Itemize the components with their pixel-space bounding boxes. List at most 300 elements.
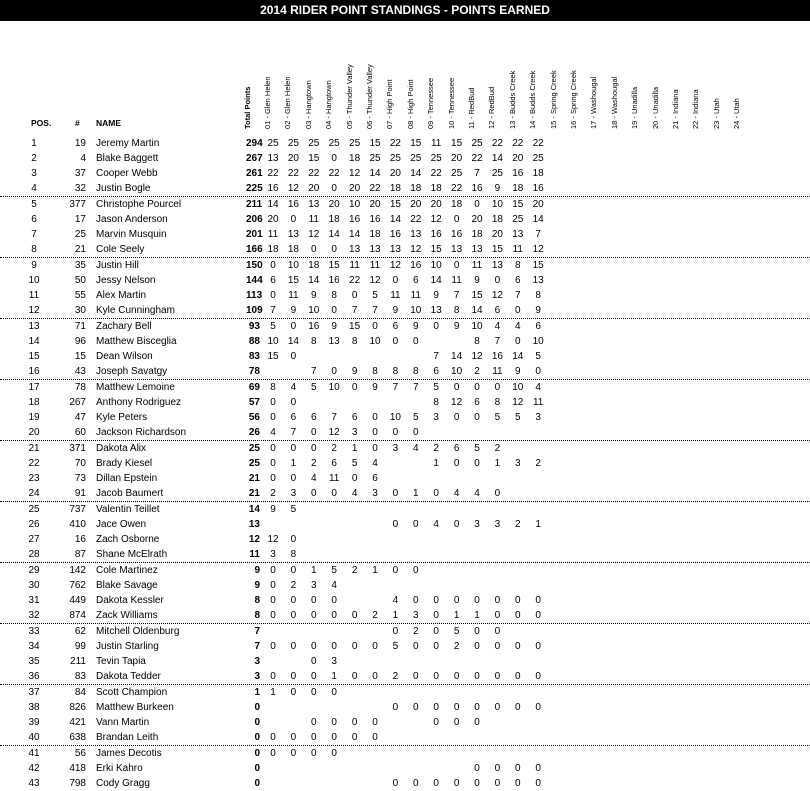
round-column-header: 22 - Indiana — [691, 89, 701, 129]
round-points: 25 — [532, 153, 544, 164]
rider-name: Jessy Nelson — [96, 275, 156, 286]
round-points: 13 — [308, 199, 320, 210]
rider-number: 71 — [74, 321, 86, 332]
round-points: 14 — [369, 168, 381, 179]
rider-position: 1 — [31, 138, 37, 149]
rider-position: 6 — [31, 214, 37, 225]
rider-total-points: 88 — [248, 336, 260, 347]
round-points: 16 — [328, 275, 340, 286]
rider-total-points: 26 — [248, 427, 260, 438]
table-row — [0, 212, 810, 227]
round-points: 3 — [433, 412, 439, 423]
round-points: 6 — [535, 321, 541, 332]
round-points: 7 — [392, 382, 399, 393]
rider-name: Tevin Tapia — [96, 656, 146, 667]
round-points: 0 — [372, 641, 378, 652]
table-row — [0, 380, 810, 395]
round-points: 9 — [392, 305, 399, 316]
round-column-header: 04 - Hangtown — [324, 80, 334, 129]
round-column-header: 23 - Utah — [711, 98, 721, 129]
round-points: 0 — [270, 443, 276, 454]
table-row — [0, 669, 810, 685]
round-points: 4 — [392, 595, 399, 606]
round-points: 0 — [290, 351, 297, 362]
round-points: 0 — [515, 610, 521, 621]
round-points: 20 — [389, 168, 401, 179]
rider-name: Jace Owen — [96, 519, 147, 530]
round-points: 6 — [290, 412, 297, 423]
rider-total-points: 0 — [254, 748, 260, 759]
round-points: 20 — [267, 214, 279, 225]
round-points: 22 — [369, 183, 381, 194]
round-points: 11 — [471, 260, 483, 271]
rider-name: Matthew Bisceglia — [96, 336, 177, 347]
rider-name: Kyle Cunningham — [96, 305, 175, 316]
round-points: 0 — [270, 671, 276, 682]
round-column-header: 07 - High Point — [385, 79, 395, 129]
round-points: 13 — [389, 244, 401, 255]
round-points: 6 — [392, 321, 399, 332]
round-points: 0 — [433, 641, 439, 652]
round-points: 2 — [270, 488, 276, 499]
round-points: 0 — [290, 565, 297, 576]
round-points: 1 — [372, 565, 378, 576]
round-points: 16 — [410, 260, 422, 271]
round-points: 13 — [471, 244, 483, 255]
table-row — [0, 685, 810, 700]
round-points: 0 — [433, 778, 439, 789]
rider-name: Brady Kiesel — [96, 458, 153, 469]
rider-total-points: 13 — [248, 519, 260, 530]
round-points: 0 — [311, 610, 317, 621]
round-points: 0 — [290, 748, 297, 759]
round-points: 8 — [433, 397, 439, 408]
round-points: 0 — [331, 488, 337, 499]
round-points: 0 — [331, 687, 337, 698]
rider-position: 43 — [28, 778, 40, 789]
rider-name: Jason Anderson — [96, 214, 168, 225]
rider-name: Matthew Burkeen — [96, 702, 174, 713]
round-points: 0 — [494, 702, 501, 713]
round-points: 0 — [270, 397, 276, 408]
round-points: 0 — [290, 610, 297, 621]
round-points: 1 — [311, 565, 317, 576]
round-points: 0 — [311, 656, 317, 667]
round-points: 5 — [453, 626, 460, 637]
round-points: 0 — [290, 397, 297, 408]
round-points: 10 — [491, 199, 503, 210]
round-points: 0 — [515, 336, 521, 347]
round-points: 8 — [372, 366, 378, 377]
round-points: 0 — [290, 671, 297, 682]
rider-number: 47 — [74, 412, 86, 423]
rider-number: 15 — [74, 351, 86, 362]
round-column-header: 12 - RedBud — [487, 86, 497, 129]
round-points: 0 — [433, 610, 439, 621]
rider-number: 55 — [74, 290, 86, 301]
rider-position: 13 — [28, 321, 40, 332]
round-points: 16 — [491, 351, 503, 362]
round-points: 0 — [535, 763, 541, 774]
round-points: 12 — [491, 290, 503, 301]
round-points: 25 — [287, 138, 299, 149]
round-points: 0 — [453, 671, 460, 682]
rider-number: 798 — [69, 778, 86, 789]
rider-number: 17 — [74, 214, 86, 225]
round-points: 12 — [389, 260, 401, 271]
rider-position: 8 — [31, 244, 37, 255]
round-points: 0 — [515, 595, 521, 606]
round-points: 0 — [494, 275, 501, 286]
round-points: 1 — [433, 458, 439, 469]
round-points: 9 — [433, 290, 439, 301]
round-points: 5 — [331, 565, 337, 576]
round-points: 11 — [288, 290, 299, 301]
rider-number: 60 — [74, 427, 86, 438]
round-points: 0 — [270, 473, 276, 484]
table-row — [0, 563, 810, 578]
round-points: 12 — [349, 168, 361, 179]
round-points: 0 — [494, 641, 501, 652]
round-points: 22 — [287, 168, 299, 179]
round-points: 25 — [471, 138, 483, 149]
round-points: 15 — [410, 138, 422, 149]
round-points: 0 — [453, 458, 460, 469]
round-points: 13 — [430, 305, 442, 316]
rider-total-points: 201 — [246, 229, 263, 240]
rider-position: 35 — [28, 656, 40, 667]
rider-position: 37 — [28, 687, 40, 698]
rider-total-points: 69 — [248, 382, 260, 393]
rider-number: 762 — [69, 580, 86, 591]
round-points: 3 — [515, 458, 521, 469]
round-points: 7 — [474, 168, 480, 179]
round-points: 14 — [532, 214, 544, 225]
round-points: 0 — [453, 778, 460, 789]
rider-position: 18 — [28, 397, 40, 408]
round-points: 5 — [474, 443, 480, 454]
round-points: 0 — [270, 732, 276, 743]
rider-name: Jeremy Martin — [96, 138, 160, 149]
round-points: 6 — [433, 366, 439, 377]
round-points: 14 — [451, 351, 463, 362]
rider-total-points: 25 — [248, 458, 260, 469]
round-points: 0 — [413, 336, 419, 347]
round-points: 1 — [351, 443, 358, 454]
table-row — [0, 608, 810, 624]
round-points: 0 — [453, 382, 460, 393]
round-points: 22 — [389, 138, 401, 149]
round-points: 0 — [453, 595, 460, 606]
round-points: 0 — [413, 671, 419, 682]
round-points: 1 — [453, 610, 460, 621]
round-points: 1 — [290, 458, 297, 469]
round-points: 18 — [471, 229, 483, 240]
round-points: 1 — [535, 519, 541, 530]
round-column-header: 11 - RedBud — [467, 87, 476, 129]
round-column-header: 01 - Glen Helen — [263, 76, 272, 129]
round-points: 0 — [494, 671, 501, 682]
rider-name: Valentin Teillet — [96, 504, 160, 515]
rider-number: 32 — [74, 183, 86, 194]
round-points: 25 — [430, 153, 442, 164]
round-points: 0 — [494, 610, 501, 621]
table-row — [0, 715, 810, 730]
round-points: 7 — [311, 366, 317, 377]
table-row — [0, 593, 810, 608]
round-points: 3 — [494, 519, 501, 530]
round-points: 0 — [331, 610, 337, 621]
round-points: 4 — [311, 473, 317, 484]
rider-position: 27 — [28, 534, 40, 545]
table-row — [0, 242, 810, 258]
rider-name: Cole Seely — [96, 244, 145, 255]
rider-name: Vann Martin — [96, 717, 150, 728]
round-points: 8 — [331, 290, 337, 301]
round-points: 0 — [311, 732, 317, 743]
round-points: 9 — [535, 305, 541, 316]
table-row — [0, 273, 810, 288]
round-points: 15 — [389, 199, 401, 210]
rider-name: Joseph Savatgy — [96, 366, 168, 377]
table-row — [0, 624, 810, 639]
rider-position: 32 — [28, 610, 40, 621]
round-points: 0 — [433, 488, 439, 499]
round-points: 7 — [433, 351, 439, 362]
round-points: 0 — [331, 595, 337, 606]
round-points: 4 — [474, 488, 480, 499]
round-points: 0 — [311, 641, 317, 652]
round-points: 13 — [369, 244, 381, 255]
round-points: 0 — [311, 671, 317, 682]
rider-number: 70 — [74, 458, 86, 469]
round-points: 22 — [471, 153, 483, 164]
round-points: 11 — [492, 366, 503, 377]
rider-total-points: 8 — [254, 610, 260, 621]
round-points: 16 — [471, 183, 483, 194]
table-row — [0, 532, 810, 547]
rider-name: Justin Bogle — [96, 183, 151, 194]
round-points: 2 — [515, 519, 521, 530]
round-points: 4 — [413, 443, 419, 454]
round-points: 0 — [331, 305, 337, 316]
round-points: 8 — [351, 336, 358, 347]
table-row — [0, 288, 810, 303]
round-points: 12 — [532, 244, 544, 255]
round-points: 4 — [372, 458, 378, 469]
round-points: 0 — [311, 244, 317, 255]
round-points: 8 — [311, 336, 317, 347]
round-points: 0 — [474, 595, 480, 606]
rider-name: Jackson Richardson — [96, 427, 187, 438]
round-points: 6 — [372, 473, 378, 484]
round-points: 0 — [351, 382, 358, 393]
round-points: 20 — [369, 199, 381, 210]
round-points: 6 — [453, 443, 460, 454]
rider-number: 99 — [74, 641, 86, 652]
rider-total-points: 109 — [246, 305, 263, 316]
round-points: 9 — [474, 275, 480, 286]
round-points: 0 — [433, 321, 439, 332]
rider-name: Dakota Alix — [96, 443, 147, 454]
rider-position: 36 — [28, 671, 40, 682]
round-points: 18 — [451, 199, 463, 210]
round-points: 6 — [474, 397, 480, 408]
table-row — [0, 761, 810, 776]
rider-number: 21 — [74, 244, 86, 255]
table-row — [0, 502, 810, 517]
round-points: 25 — [451, 168, 463, 179]
round-points: 8 — [413, 366, 419, 377]
rider-name: Dakota Tedder — [96, 671, 161, 682]
round-points: 18 — [328, 214, 340, 225]
rider-name: Brandan Leith — [96, 732, 159, 743]
rider-name: Cole Martinez — [96, 565, 158, 576]
table-row — [0, 425, 810, 441]
round-points: 8 — [515, 260, 521, 271]
round-points: 10 — [308, 305, 320, 316]
table-row — [0, 639, 810, 654]
round-points: 12 — [287, 183, 299, 194]
rider-name: Dakota Kessler — [96, 595, 164, 606]
rider-name: Matthew Lemoine — [96, 382, 175, 393]
round-points: 0 — [474, 458, 480, 469]
round-points: 6 — [494, 305, 501, 316]
table-row — [0, 776, 810, 791]
round-points: 8 — [453, 305, 460, 316]
table-row — [0, 700, 810, 715]
round-points: 0 — [392, 488, 399, 499]
round-points: 4 — [453, 488, 460, 499]
round-points: 5 — [413, 412, 419, 423]
round-points: 18 — [491, 214, 503, 225]
round-points: 0 — [351, 290, 358, 301]
round-points: 18 — [267, 244, 279, 255]
round-points: 8 — [290, 549, 297, 560]
round-points: 0 — [515, 671, 521, 682]
rider-total-points: 0 — [254, 778, 260, 789]
round-points: 0 — [474, 626, 480, 637]
round-points: 3 — [392, 443, 399, 454]
round-points: 0 — [515, 763, 521, 774]
rider-name: Dean Wilson — [96, 351, 153, 362]
page-title: 2014 RIDER POINT STANDINGS - POINTS EARNED — [0, 0, 810, 21]
round-column-header: 13 - Budds Creek — [507, 70, 517, 129]
round-column-header: 20 - Unadilla — [650, 86, 660, 129]
rider-name: Cooper Webb — [96, 168, 158, 179]
round-points: 0 — [311, 717, 317, 728]
rider-total-points: 3 — [254, 656, 260, 667]
round-points: 6 — [331, 458, 337, 469]
round-points: 18 — [308, 260, 320, 271]
rider-number: 267 — [69, 397, 86, 408]
round-points: 2 — [494, 443, 501, 454]
table-row — [0, 166, 810, 181]
round-points: 0 — [433, 626, 439, 637]
round-points: 0 — [311, 488, 317, 499]
rider-total-points: 11 — [249, 549, 260, 560]
round-points: 0 — [453, 214, 460, 225]
rider-name: Alex Martin — [96, 290, 147, 301]
round-points: 16 — [349, 214, 361, 225]
round-points: 16 — [512, 168, 524, 179]
round-points: 16 — [287, 199, 299, 210]
round-points: 22 — [451, 183, 463, 194]
round-points: 0 — [392, 778, 399, 789]
table-row — [0, 319, 810, 334]
rider-position: 28 — [28, 549, 40, 560]
round-points: 0 — [474, 671, 480, 682]
round-points: 18 — [410, 183, 422, 194]
round-points: 3 — [474, 519, 480, 530]
rider-position: 34 — [28, 641, 40, 652]
round-column-header: 10 - Tennessee — [446, 77, 456, 129]
round-points: 0 — [474, 763, 480, 774]
rider-name: Zack Williams — [96, 610, 158, 621]
round-column-header: 18 - Washougal — [609, 76, 619, 129]
round-points: 2 — [351, 565, 358, 576]
round-points: 0 — [270, 458, 276, 469]
round-points: 0 — [311, 687, 317, 698]
round-points: 10 — [451, 366, 463, 377]
round-column-header: 21 - Indiana — [671, 89, 680, 129]
rider-total-points: 25 — [248, 443, 260, 454]
round-column-header: 19 - Unadilla — [630, 86, 640, 129]
rider-total-points: 56 — [248, 412, 260, 423]
rider-number: 87 — [74, 549, 86, 560]
rider-position: 3 — [31, 168, 37, 179]
table-row — [0, 456, 810, 471]
round-column-header: 09 - Tennessee — [426, 77, 436, 129]
round-points: 4 — [270, 427, 276, 438]
rider-total-points: 93 — [248, 321, 260, 332]
round-points: 0 — [351, 473, 358, 484]
round-points: 11 — [308, 214, 319, 225]
rider-position: 12 — [28, 305, 40, 316]
round-points: 10 — [369, 336, 381, 347]
round-points: 3 — [270, 549, 276, 560]
rider-total-points: 294 — [246, 138, 263, 149]
round-points: 5 — [372, 290, 378, 301]
round-points: 7 — [351, 305, 358, 316]
round-points: 0 — [413, 427, 419, 438]
round-points: 18 — [532, 168, 544, 179]
rider-number: 78 — [74, 382, 86, 393]
rider-name: Erki Kahro — [96, 763, 143, 774]
rider-number: 56 — [74, 748, 86, 759]
round-points: 10 — [410, 305, 422, 316]
rider-total-points: 267 — [246, 153, 263, 164]
round-points: 7 — [372, 305, 378, 316]
round-points: 0 — [372, 671, 378, 682]
round-column-header: 16 - Spring Creek — [569, 70, 578, 129]
round-points: 25 — [308, 138, 320, 149]
round-points: 15 — [491, 244, 503, 255]
round-points: 20 — [471, 214, 483, 225]
round-points: 2 — [392, 671, 399, 682]
round-points: 12 — [512, 397, 524, 408]
round-points: 13 — [451, 244, 463, 255]
round-points: 0 — [515, 778, 521, 789]
round-points: 16 — [308, 321, 320, 332]
rider-number: 142 — [69, 565, 86, 576]
rider-position: 10 — [28, 275, 40, 286]
round-points: 0 — [433, 717, 439, 728]
round-points: 15 — [308, 153, 320, 164]
round-points: 0 — [392, 275, 399, 286]
round-points: 3 — [413, 610, 419, 621]
round-points: 20 — [491, 229, 503, 240]
